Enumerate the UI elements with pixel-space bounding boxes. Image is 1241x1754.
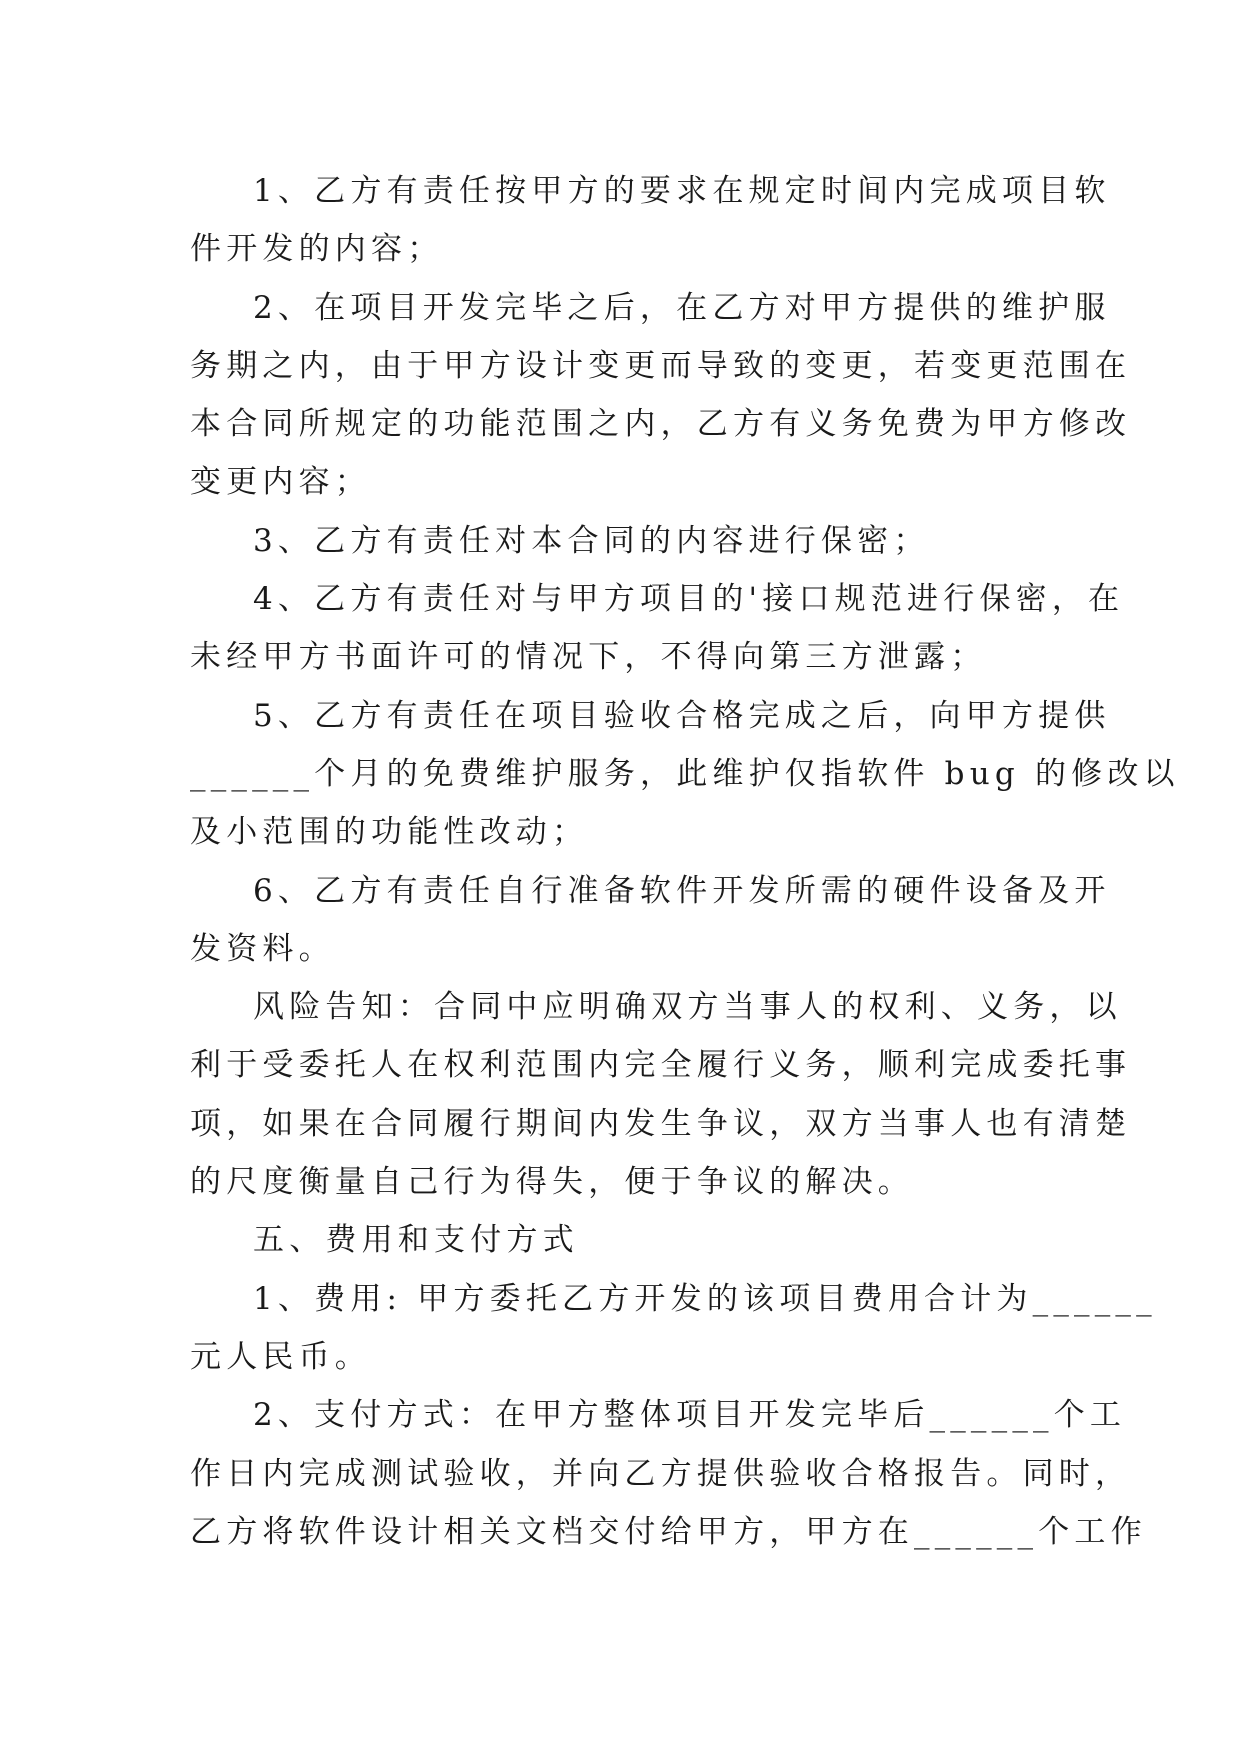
text-line: 3、乙方有责任对本合同的内容进行保密； [253,522,930,559]
text-line: 变更内容； [190,464,371,501]
text-line: 乙方将软件设计相关文档交付给甲方，甲方在______个工作 [190,1513,1147,1550]
text-line: 2、支付方式：在甲方整体项目开发完毕后______个工 [253,1397,1127,1434]
text-line: 6、乙方有责任自行准备软件开发所需的硬件设备及开 [253,872,1111,909]
text-line: 1、乙方有责任按甲方的要求在规定时间内完成项目软 [253,173,1111,209]
text-line: 件开发的内容； [190,231,444,268]
text-line: 五、费用和支付方式 [253,1222,579,1259]
text-line: 务期之内，由于甲方设计变更而导致的变更，若变更范围在 [190,347,1132,384]
text-line: 2、在项目开发完毕之后，在乙方对甲方提供的维护服 [253,289,1111,326]
text-line: 项，如果在合同履行期间内发生争议，双方当事人也有清楚 [190,1105,1132,1142]
text-line: ______个月的免费维护服务，此维护仅指软件 bug 的修改以 [190,755,1180,792]
text-line: 元人民币。 [190,1338,371,1375]
text-line: 发资料。 [190,930,335,967]
text-line: 1、费用: 甲方委托乙方开发的该项目费用合计为______ [253,1280,1157,1317]
text-line: 4、乙方有责任对与甲方项目的'接口规范进行保密，在 [253,581,1125,618]
text-line: 的尺度衡量自己行为得失，便于争议的解决。 [190,1164,914,1201]
text-line: 5、乙方有责任在项目验收合格完成之后，向甲方提供 [253,697,1111,734]
document-body [190,162,1180,1561]
text-line: 风险告知：合同中应明确双方当事人的权利、义务，以 [253,989,1122,1026]
text-line: 作日内完成测试验收，并向乙方提供验收合格报告。同时， [190,1455,1132,1492]
text-line: 利于受委托人在权利范围内完全履行义务，顺利完成委托事 [190,1047,1132,1084]
text-line: 本合同所规定的功能范围之内，乙方有义务免费为甲方修改 [190,406,1132,443]
text-line: 未经甲方书面许可的情况下，不得向第三方泄露； [190,639,987,676]
text-line: 及小范围的功能性改动； [190,814,589,851]
